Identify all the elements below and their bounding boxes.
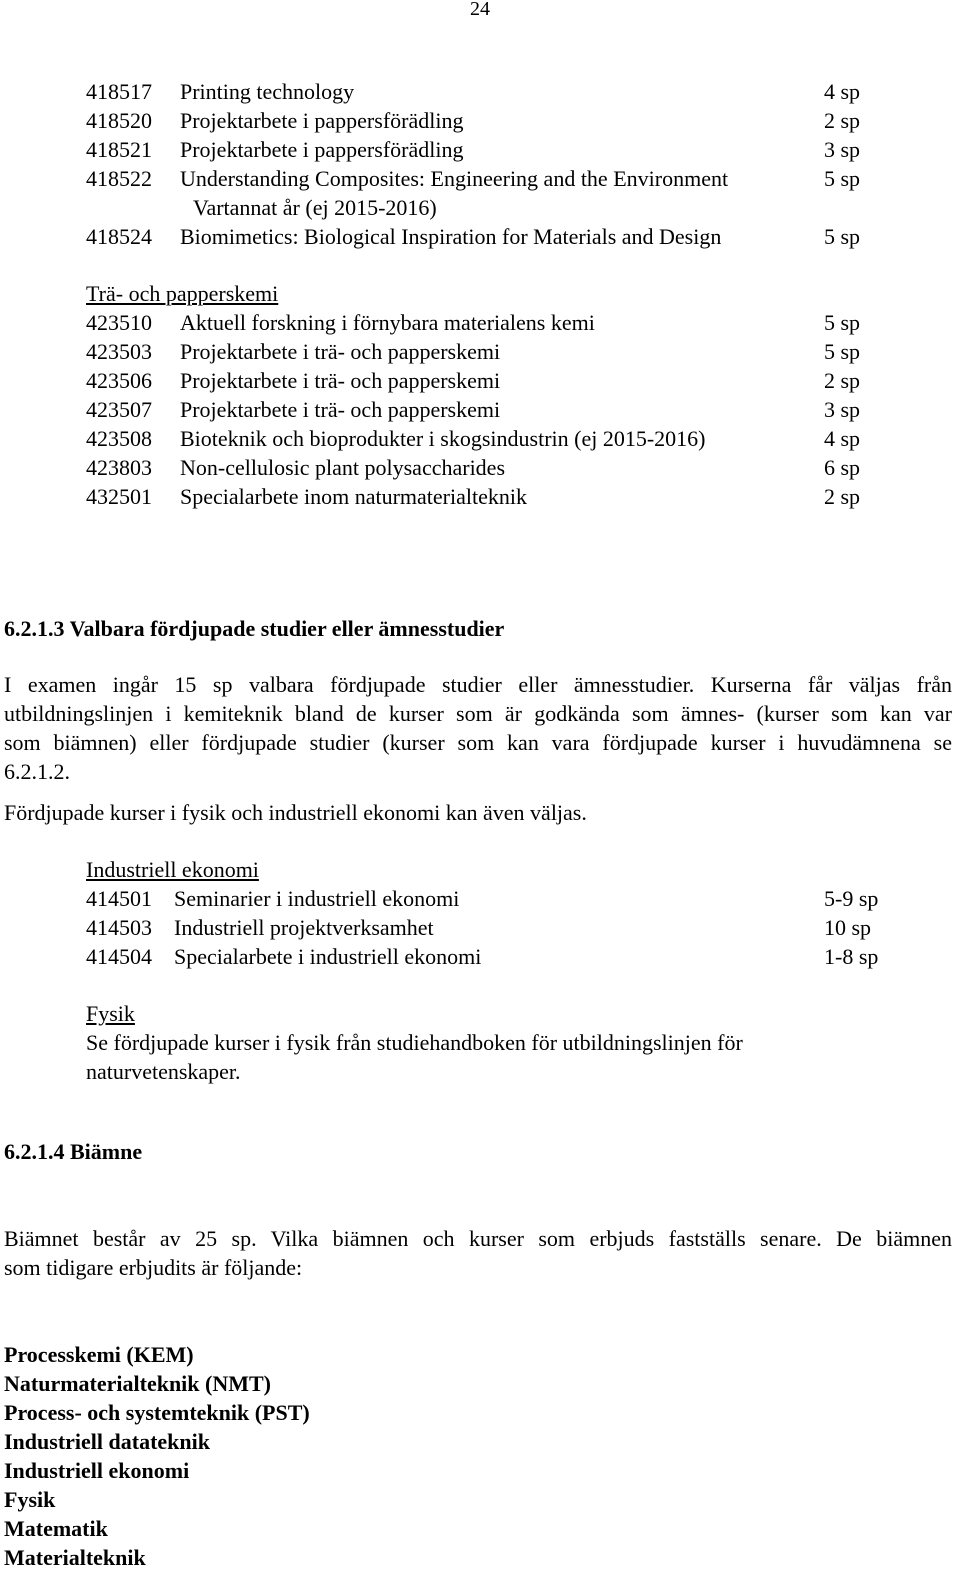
- course-credits: 10 sp: [824, 915, 872, 940]
- course-name: Industriell projektverksamhet: [174, 915, 434, 940]
- course-code: 423503: [86, 339, 152, 364]
- section-title-6-2-1-4: 6.2.1.4 Biämne: [4, 1139, 143, 1164]
- course-note: Vartannat år (ej 2015-2016): [193, 195, 437, 220]
- subject-heading: Industriell ekonomi: [86, 857, 259, 882]
- biamne-item: Fysik: [4, 1487, 56, 1512]
- course-row: [86, 482, 886, 511]
- course-row: [86, 395, 886, 424]
- course-name: Projektarbete i pappersförädling: [180, 108, 464, 133]
- section-title-6-2-1-3: 6.2.1.3 Valbara fördjupade studier eller ämnesstudier: [4, 616, 505, 641]
- course-name: Printing technology: [180, 79, 355, 104]
- course-name: Non-cellulosic plant polysaccharides: [180, 455, 506, 480]
- biamne-item: Processkemi (KEM): [4, 1342, 194, 1367]
- biamne-item: Naturmaterialteknik (NMT): [4, 1371, 272, 1396]
- course-credits: 1-8 sp: [824, 944, 879, 969]
- course-credits: 4 sp: [824, 426, 861, 451]
- paragraph-line: som tidigare erbjudits är följande:: [4, 1255, 303, 1280]
- course-row: [86, 222, 886, 251]
- course-name: Understanding Composites: Engineering and the Environment: [180, 166, 729, 191]
- course-code: 418517: [86, 79, 152, 104]
- course-credits: 5 sp: [824, 224, 861, 249]
- fysik-line: naturvetenskaper.: [86, 1059, 241, 1084]
- course-code: 423508: [86, 426, 152, 451]
- course-row: [86, 424, 886, 453]
- course-row: [86, 337, 886, 366]
- biamne-item: Industriell datateknik: [4, 1429, 210, 1454]
- course-code: 423803: [86, 455, 152, 480]
- section-paragraph-2: Fördjupade kurser i fysik och industriell ekonomi kan även väljas.: [4, 800, 587, 825]
- course-row: [86, 164, 886, 193]
- biamne-item: Process- och systemteknik (PST): [4, 1400, 310, 1425]
- paragraph-line: I examen ingår 15 sp valbara fördjupade studier eller ämnesstudier. Kurserna får väljas från: [4, 672, 952, 697]
- course-credits: 4 sp: [824, 79, 861, 104]
- fysik-line: Se fördjupade kurser i fysik från studiehandboken för utbildningslinjen för: [86, 1030, 743, 1055]
- course-list-group1: [86, 77, 886, 251]
- paragraph-line: 6.2.1.2.: [4, 759, 70, 784]
- course-code: 414504: [86, 944, 152, 969]
- course-code: 432501: [86, 484, 152, 509]
- section-paragraph-biamne: [4, 1224, 952, 1282]
- course-row: [86, 942, 886, 971]
- course-row: [86, 366, 886, 395]
- course-row: [86, 453, 886, 482]
- course-code: 423507: [86, 397, 152, 422]
- course-name: Bioteknik och bioprodukter i skogsindustrin (ej 2015-2016): [180, 426, 706, 451]
- course-credits: 5-9 sp: [824, 886, 879, 911]
- course-code: 414501: [86, 886, 152, 911]
- course-code: 418521: [86, 137, 152, 162]
- course-name: Specialarbete inom naturmaterialteknik: [180, 484, 527, 509]
- course-credits: 2 sp: [824, 368, 861, 393]
- page-number: 24: [470, 0, 490, 20]
- subject-heading: Trä- och papperskemi: [86, 281, 279, 306]
- course-credits: 2 sp: [824, 484, 861, 509]
- course-code: 423510: [86, 310, 152, 335]
- course-list-ie: [86, 855, 886, 971]
- paragraph-line: Biämnet består av 25 sp. Vilka biämnen och kurser som erbjuds fastställs senare. De biämnen: [4, 1226, 952, 1251]
- course-name: Projektarbete i trä- och papperskemi: [180, 339, 501, 364]
- course-name: Projektarbete i trä- och papperskemi: [180, 397, 501, 422]
- course-note-row: [86, 193, 886, 222]
- course-credits: 5 sp: [824, 166, 861, 191]
- course-name: Aktuell forskning i förnybara materialens kemi: [180, 310, 595, 335]
- biamne-list: [4, 1340, 310, 1572]
- paragraph-line: utbildningslinjen i kemiteknik bland de kurser som är godkända som ämnes- (kurser som kan var: [4, 701, 952, 726]
- course-code: 418522: [86, 166, 152, 191]
- course-name: Projektarbete i trä- och papperskemi: [180, 368, 501, 393]
- course-name: Specialarbete i industriell ekonomi: [174, 944, 482, 969]
- fysik-block: [86, 999, 866, 1086]
- biamne-item: Industriell ekonomi: [4, 1458, 190, 1483]
- paragraph-line: som biämnen) eller fördjupade studier (kurser som kan vara fördjupade kurser i huvudämnena se: [4, 730, 952, 755]
- course-row: [86, 308, 886, 337]
- course-code: 414503: [86, 915, 152, 940]
- course-code: 423506: [86, 368, 152, 393]
- course-credits: 3 sp: [824, 397, 861, 422]
- course-row: [86, 77, 886, 106]
- course-code: 418524: [86, 224, 152, 249]
- course-name: Biomimetics: Biological Inspiration for Materials and Design: [180, 224, 722, 249]
- course-name: Seminarier i industriell ekonomi: [174, 886, 460, 911]
- course-row: [86, 913, 886, 942]
- biamne-item: Matematik: [4, 1516, 108, 1541]
- course-credits: 5 sp: [824, 310, 861, 335]
- course-row: [86, 106, 886, 135]
- course-name: Projektarbete i pappersförädling: [180, 137, 464, 162]
- course-credits: 2 sp: [824, 108, 861, 133]
- course-row: [86, 135, 886, 164]
- course-credits: 3 sp: [824, 137, 861, 162]
- course-row: [86, 884, 886, 913]
- course-credits: 5 sp: [824, 339, 861, 364]
- subject-heading: Fysik: [86, 1001, 135, 1026]
- section-paragraph: [4, 670, 952, 786]
- course-code: 418520: [86, 108, 152, 133]
- course-credits: 6 sp: [824, 455, 861, 480]
- biamne-item: Materialteknik: [4, 1545, 146, 1570]
- course-list-tra: [86, 279, 886, 511]
